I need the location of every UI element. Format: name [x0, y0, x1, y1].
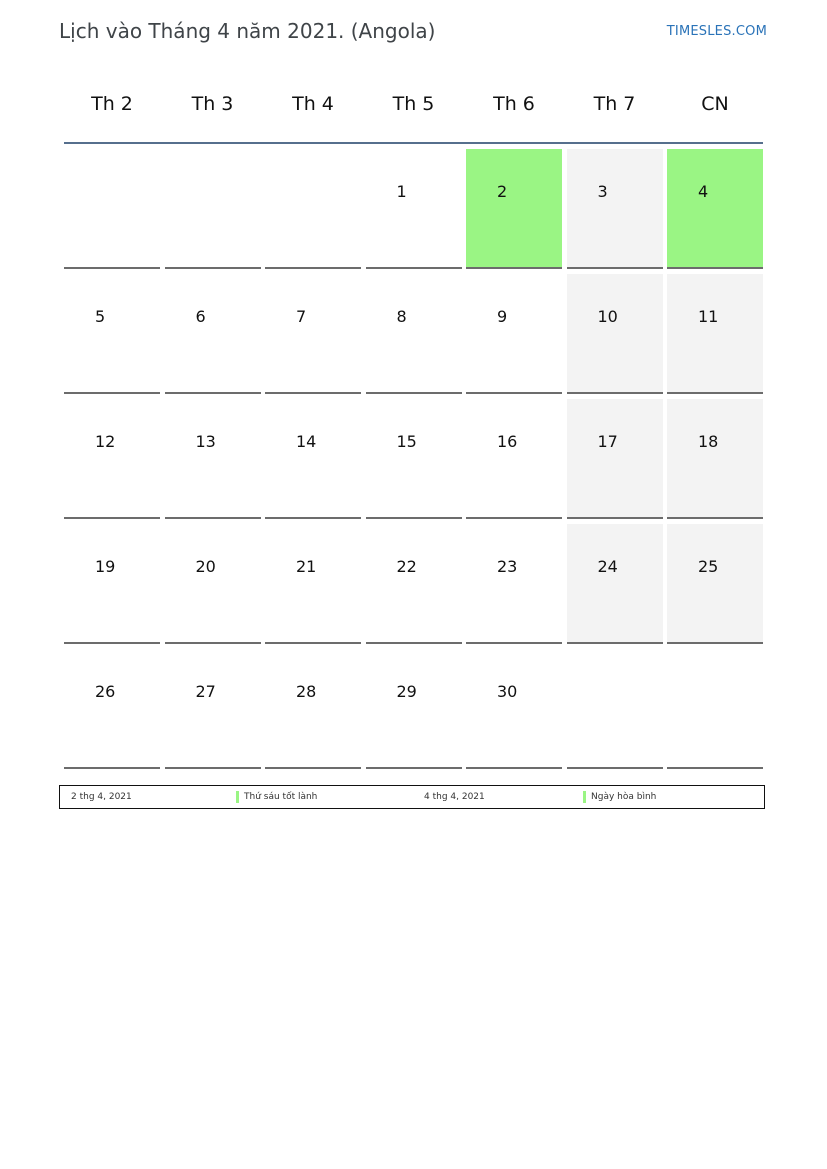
day-number: 3	[597, 182, 608, 201]
day-cell[interactable]	[366, 274, 462, 394]
day-number: 1	[396, 182, 407, 201]
day-cell[interactable]	[366, 399, 462, 519]
day-cell[interactable]	[466, 649, 562, 769]
empty-day-cell	[64, 149, 160, 269]
legend-date-2: 4 thg 4, 2021	[424, 792, 485, 802]
day-number: 26	[95, 682, 116, 701]
day-number: 19	[95, 557, 116, 576]
day-cell[interactable]	[466, 524, 562, 644]
site-link[interactable]: TIMESLES.COM	[666, 24, 767, 39]
day-cell[interactable]	[265, 649, 361, 769]
day-number: 10	[597, 307, 618, 326]
holiday-legend	[59, 785, 765, 809]
day-number: 15	[396, 432, 417, 451]
day-number: 18	[698, 432, 719, 451]
day-cell[interactable]	[64, 524, 160, 644]
header-divider	[64, 142, 763, 144]
day-number: 14	[296, 432, 317, 451]
day-number: 21	[296, 557, 317, 576]
day-number: 30	[497, 682, 518, 701]
day-number: 28	[296, 682, 317, 701]
day-number: 20	[195, 557, 216, 576]
day-number: 6	[195, 307, 206, 326]
day-number: 5	[95, 307, 106, 326]
day-number: 12	[95, 432, 116, 451]
legend-color-marker-2	[583, 791, 586, 803]
weekday-header	[64, 70, 763, 142]
month-calendar	[64, 70, 763, 701]
day-number: 23	[497, 557, 518, 576]
day-cell[interactable]	[667, 274, 763, 394]
legend-holiday-1: Thứ sáu tốt lành	[244, 792, 318, 802]
day-cell[interactable]	[466, 149, 562, 269]
empty-day-cell	[667, 649, 763, 769]
day-cell[interactable]	[466, 274, 562, 394]
empty-day-cell	[165, 149, 261, 269]
day-number: 11	[698, 307, 719, 326]
day-cell[interactable]	[567, 149, 663, 269]
day-cell[interactable]	[567, 524, 663, 644]
day-number: 27	[195, 682, 216, 701]
day-cell[interactable]	[265, 399, 361, 519]
day-cell[interactable]	[165, 524, 261, 644]
day-cell[interactable]	[265, 524, 361, 644]
day-number: 16	[497, 432, 518, 451]
day-cell[interactable]	[667, 149, 763, 269]
weekday-sun: CN	[701, 93, 729, 115]
day-number: 29	[396, 682, 417, 701]
day-cell[interactable]	[64, 399, 160, 519]
day-number: 22	[396, 557, 417, 576]
weekday-mon: Th 2	[91, 93, 133, 115]
legend-holiday-2: Ngày hòa bình	[591, 792, 657, 802]
day-cell[interactable]	[667, 524, 763, 644]
weekday-thu: Th 5	[392, 93, 435, 115]
day-cell[interactable]	[165, 399, 261, 519]
day-number: 25	[698, 557, 719, 576]
day-cell[interactable]	[165, 649, 261, 769]
day-cell[interactable]	[64, 274, 160, 394]
day-number: 9	[497, 307, 508, 326]
day-cell[interactable]	[366, 149, 462, 269]
weekday-wed: Th 4	[292, 93, 334, 115]
day-cell[interactable]	[366, 524, 462, 644]
day-cell[interactable]	[667, 399, 763, 519]
weekday-tue: Th 3	[191, 93, 234, 115]
day-number: 13	[195, 432, 216, 451]
day-number: 7	[296, 307, 307, 326]
day-cell[interactable]	[567, 274, 663, 394]
day-number: 24	[597, 557, 618, 576]
day-cell[interactable]	[165, 274, 261, 394]
legend-color-marker-1	[236, 791, 239, 803]
day-number: 4	[698, 182, 709, 201]
empty-day-cell	[265, 149, 361, 269]
day-cell[interactable]	[567, 399, 663, 519]
day-number: 8	[396, 307, 407, 326]
weekday-sat: Th 7	[593, 93, 636, 115]
weekday-fri: Th 6	[493, 93, 535, 115]
day-cell[interactable]	[64, 649, 160, 769]
day-cell[interactable]	[366, 649, 462, 769]
page-title: Lịch vào Tháng 4 năm 2021. (Angola)	[59, 19, 436, 43]
day-cell[interactable]	[466, 399, 562, 519]
legend-date-1: 2 thg 4, 2021	[71, 792, 132, 802]
day-number: 2	[497, 182, 508, 201]
day-cell[interactable]	[265, 274, 361, 394]
empty-day-cell	[567, 649, 663, 769]
day-number: 17	[597, 432, 618, 451]
